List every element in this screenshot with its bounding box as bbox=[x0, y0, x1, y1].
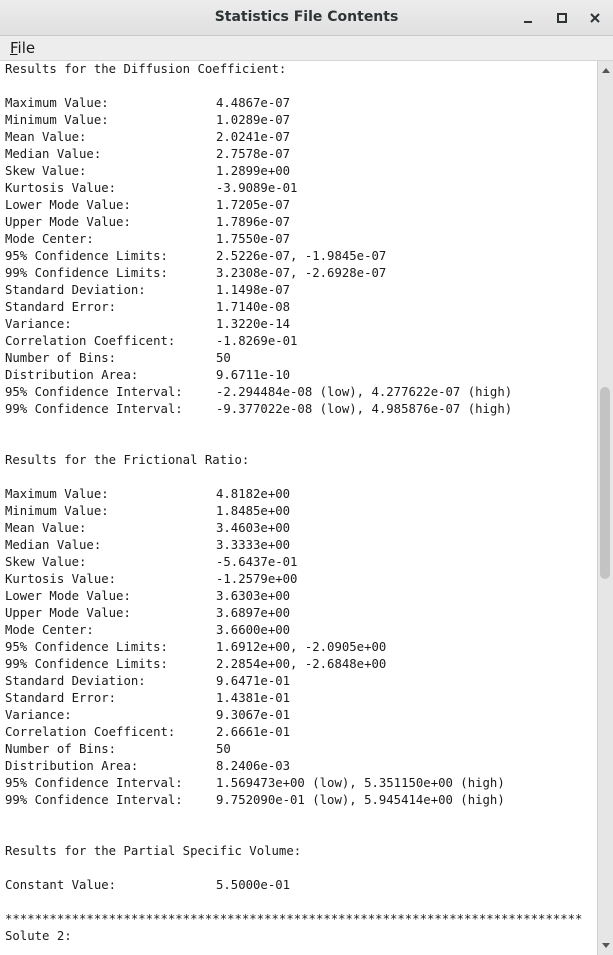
stat-value: 1.7550e-07 bbox=[216, 232, 291, 246]
minimize-icon bbox=[522, 12, 534, 24]
scroll-down-button[interactable] bbox=[598, 939, 613, 953]
stat-label: Correlation Coefficent: bbox=[5, 334, 176, 348]
menu-file-label: ile bbox=[17, 39, 36, 57]
stat-row bbox=[5, 367, 582, 384]
stat-value: 2.5226e-07, -1.9845e-07 bbox=[216, 249, 387, 263]
stat-value: 9.752090e-01 (low), 5.945414e+00 (high) bbox=[216, 793, 505, 807]
stat-label: Kurtosis Value: bbox=[5, 572, 117, 586]
stat-row bbox=[5, 486, 582, 503]
stat-label: Standard Error: bbox=[5, 691, 117, 705]
line-text: Solute 2: bbox=[5, 929, 72, 943]
blank-line bbox=[5, 826, 582, 843]
stat-row bbox=[5, 520, 582, 537]
blank-line bbox=[5, 435, 582, 452]
stat-label: Maximum Value: bbox=[5, 96, 109, 110]
stat-label: Lower Mode Value: bbox=[5, 198, 131, 212]
stat-value: 9.6711e-10 bbox=[216, 368, 291, 382]
stat-row bbox=[5, 741, 582, 758]
line-text: Results for the Partial Specific Volume: bbox=[5, 844, 302, 858]
chevron-up-icon bbox=[602, 67, 610, 73]
stat-row bbox=[5, 112, 582, 129]
stat-row bbox=[5, 775, 582, 792]
stat-value: 1.7140e-08 bbox=[216, 300, 291, 314]
stat-row bbox=[5, 333, 582, 350]
stat-row bbox=[5, 146, 582, 163]
stat-row bbox=[5, 214, 582, 231]
stat-value: 8.2406e-03 bbox=[216, 759, 291, 773]
stat-value: 1.1498e-07 bbox=[216, 283, 291, 297]
stat-label: Skew Value: bbox=[5, 164, 87, 178]
menu-file-mnemonic: F bbox=[10, 39, 18, 57]
stat-label: Mode Center: bbox=[5, 232, 94, 246]
stat-row bbox=[5, 503, 582, 520]
stat-value: 4.8182e+00 bbox=[216, 487, 291, 501]
stat-label: Minimum Value: bbox=[5, 504, 109, 518]
stat-value: 50 bbox=[216, 742, 231, 756]
stat-row bbox=[5, 95, 582, 112]
stat-label: Median Value: bbox=[5, 147, 102, 161]
chevron-down-icon bbox=[602, 943, 610, 949]
stat-label: 95% Confidence Limits: bbox=[5, 249, 168, 263]
stat-label: Standard Deviation: bbox=[5, 283, 146, 297]
line-text: ****************************************************************************** bbox=[5, 912, 583, 926]
stat-label: Standard Deviation: bbox=[5, 674, 146, 688]
stat-row bbox=[5, 673, 582, 690]
text-line bbox=[5, 911, 582, 928]
window-title: Statistics File Contents bbox=[214, 9, 399, 25]
stat-label: 99% Confidence Limits: bbox=[5, 266, 168, 280]
text-line bbox=[5, 928, 582, 945]
stat-row bbox=[5, 350, 582, 367]
stat-row bbox=[5, 656, 582, 673]
stat-row bbox=[5, 707, 582, 724]
text-line bbox=[5, 843, 582, 860]
stat-row bbox=[5, 180, 582, 197]
stat-value: 2.2854e+00, -2.6848e+00 bbox=[216, 657, 387, 671]
stat-row bbox=[5, 571, 582, 588]
statistics-text bbox=[5, 61, 582, 945]
stat-label: 99% Confidence Interval: bbox=[5, 402, 183, 416]
stat-row bbox=[5, 554, 582, 571]
stat-label: Distribution Area: bbox=[5, 759, 139, 773]
stat-label: Maximum Value: bbox=[5, 487, 109, 501]
stat-value: 50 bbox=[216, 351, 231, 365]
stat-row bbox=[5, 401, 582, 418]
title-bar[interactable] bbox=[0, 0, 613, 36]
stat-value: -2.294484e-08 (low), 4.277622e-07 (high) bbox=[216, 385, 513, 399]
blank-line bbox=[5, 418, 582, 435]
statistics-text-area[interactable] bbox=[0, 61, 597, 955]
stat-label: Skew Value: bbox=[5, 555, 87, 569]
line-text: Results for the Diffusion Coefficient: bbox=[5, 62, 287, 76]
stat-value: 1.2899e+00 bbox=[216, 164, 291, 178]
stat-label: Variance: bbox=[5, 317, 72, 331]
stat-label: Distribution Area: bbox=[5, 368, 139, 382]
line-text: Results for the Frictional Ratio: bbox=[5, 453, 250, 467]
stat-label: Lower Mode Value: bbox=[5, 589, 131, 603]
stat-row bbox=[5, 384, 582, 401]
stat-row bbox=[5, 792, 582, 809]
stat-row bbox=[5, 537, 582, 554]
stat-label: 99% Confidence Interval: bbox=[5, 793, 183, 807]
scrollbar-thumb[interactable] bbox=[600, 387, 610, 579]
stat-row bbox=[5, 282, 582, 299]
menu-bar bbox=[0, 36, 613, 61]
stat-value: 2.6661e-01 bbox=[216, 725, 291, 739]
stat-row bbox=[5, 588, 582, 605]
maximize-button[interactable] bbox=[552, 8, 572, 28]
stat-row bbox=[5, 231, 582, 248]
stat-value: -9.377022e-08 (low), 4.985876e-07 (high) bbox=[216, 402, 513, 416]
stat-label: Mode Center: bbox=[5, 623, 94, 637]
stat-value: -1.8269e-01 bbox=[216, 334, 298, 348]
stat-value: -5.6437e-01 bbox=[216, 555, 298, 569]
blank-line bbox=[5, 78, 582, 95]
stat-label: Correlation Coefficent: bbox=[5, 725, 176, 739]
stat-value: 4.4867e-07 bbox=[216, 96, 291, 110]
blank-line bbox=[5, 469, 582, 486]
stat-row bbox=[5, 690, 582, 707]
stat-label: Number of Bins: bbox=[5, 351, 117, 365]
stat-row bbox=[5, 299, 582, 316]
stat-value: 1.6912e+00, -2.0905e+00 bbox=[216, 640, 387, 654]
stat-row bbox=[5, 163, 582, 180]
scroll-up-button[interactable] bbox=[598, 63, 613, 77]
stat-label: Standard Error: bbox=[5, 300, 117, 314]
stat-row bbox=[5, 605, 582, 622]
stat-row bbox=[5, 758, 582, 775]
stat-row bbox=[5, 316, 582, 333]
stat-row bbox=[5, 248, 582, 265]
stat-value: 1.7205e-07 bbox=[216, 198, 291, 212]
stat-value: 1.0289e-07 bbox=[216, 113, 291, 127]
stat-value: 3.2308e-07, -2.6928e-07 bbox=[216, 266, 387, 280]
stat-label: Number of Bins: bbox=[5, 742, 117, 756]
stat-value: 1.4381e-01 bbox=[216, 691, 291, 705]
stat-label: Median Value: bbox=[5, 538, 102, 552]
stat-value: 2.0241e-07 bbox=[216, 130, 291, 144]
stat-value: 1.7896e-07 bbox=[216, 215, 291, 229]
stat-label: Constant Value: bbox=[5, 878, 117, 892]
stat-row bbox=[5, 724, 582, 741]
stat-value: 1.8485e+00 bbox=[216, 504, 291, 518]
stat-label: Upper Mode Value: bbox=[5, 606, 131, 620]
stat-value: 3.6897e+00 bbox=[216, 606, 291, 620]
blank-line bbox=[5, 860, 582, 877]
stat-value: -3.9089e-01 bbox=[216, 181, 298, 195]
minimize-button[interactable] bbox=[518, 8, 538, 28]
stat-label: Mean Value: bbox=[5, 130, 87, 144]
stat-value: -1.2579e+00 bbox=[216, 572, 298, 586]
stat-row bbox=[5, 622, 582, 639]
close-icon bbox=[589, 12, 601, 24]
close-button[interactable] bbox=[585, 8, 605, 28]
stat-label: 95% Confidence Interval: bbox=[5, 776, 183, 790]
blank-line bbox=[5, 894, 582, 911]
stat-value: 9.6471e-01 bbox=[216, 674, 291, 688]
maximize-icon bbox=[556, 12, 568, 24]
stat-value: 1.3220e-14 bbox=[216, 317, 291, 331]
stat-row bbox=[5, 197, 582, 214]
stat-row bbox=[5, 129, 582, 146]
stat-label: 95% Confidence Limits: bbox=[5, 640, 168, 654]
stat-value: 3.6600e+00 bbox=[216, 623, 291, 637]
blank-line bbox=[5, 809, 582, 826]
stat-label: Variance: bbox=[5, 708, 72, 722]
menu-file[interactable] bbox=[10, 39, 35, 57]
vertical-scrollbar[interactable] bbox=[597, 61, 613, 955]
stat-label: Mean Value: bbox=[5, 521, 87, 535]
stat-value: 2.7578e-07 bbox=[216, 147, 291, 161]
stat-value: 3.6303e+00 bbox=[216, 589, 291, 603]
stat-row bbox=[5, 639, 582, 656]
stat-value: 5.5000e-01 bbox=[216, 878, 291, 892]
stat-row bbox=[5, 265, 582, 282]
stat-row bbox=[5, 877, 582, 894]
stat-label: Kurtosis Value: bbox=[5, 181, 117, 195]
text-line bbox=[5, 452, 582, 469]
stat-value: 9.3067e-01 bbox=[216, 708, 291, 722]
stat-label: Minimum Value: bbox=[5, 113, 109, 127]
stat-value: 1.569473e+00 (low), 5.351150e+00 (high) bbox=[216, 776, 505, 790]
stat-value: 3.3333e+00 bbox=[216, 538, 291, 552]
text-line bbox=[5, 61, 582, 78]
stat-value: 3.4603e+00 bbox=[216, 521, 291, 535]
stat-label: 99% Confidence Limits: bbox=[5, 657, 168, 671]
stat-label: Upper Mode Value: bbox=[5, 215, 131, 229]
stat-label: 95% Confidence Interval: bbox=[5, 385, 183, 399]
